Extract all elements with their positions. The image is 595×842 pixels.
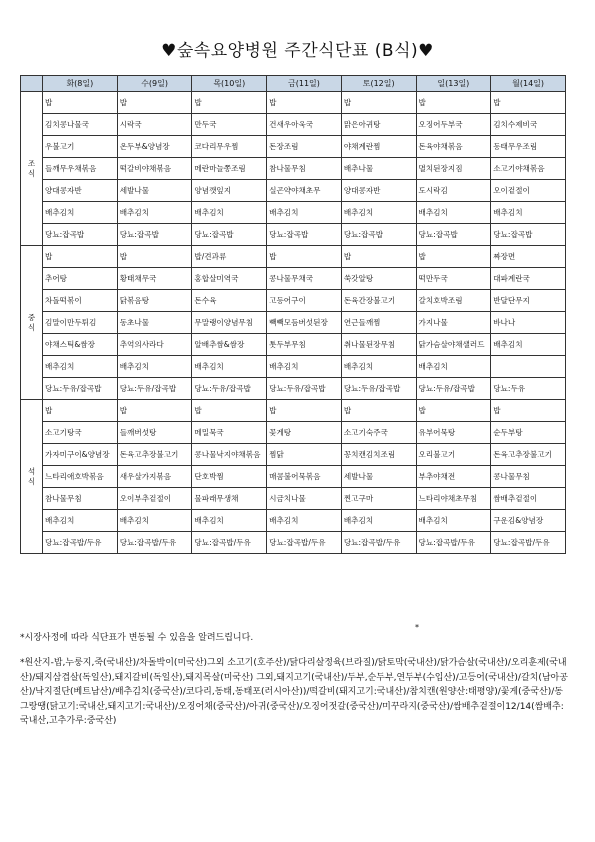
day-header: 토(12일) <box>341 76 416 92</box>
menu-item: 도시락김 <box>416 180 491 202</box>
menu-item: 부추야채전 <box>416 466 491 488</box>
header-corner <box>21 76 43 92</box>
menu-item: 배추김치 <box>43 510 118 532</box>
menu-item: 밥 <box>341 400 416 422</box>
weekly-menu-table <box>20 75 566 554</box>
menu-item: 밥 <box>416 246 491 268</box>
menu-item: 추억의사라다 <box>117 334 192 356</box>
menu-item: 시금치나물 <box>267 488 342 510</box>
menu-item: 양대콩자반 <box>43 180 118 202</box>
menu-item: 오징어두부국 <box>416 114 491 136</box>
menu-item: 짜장면 <box>491 246 566 268</box>
menu-item: 동태무우조림 <box>491 136 566 158</box>
menu-item: 떡갈비야채볶음 <box>117 158 192 180</box>
menu-item: 밥 <box>117 246 192 268</box>
origin-notice: *원산지-밥,누룽지,죽(국내산)/차돌박이(미국산)그외 소고기(호주산)/닭다리살정육(브라질)/닭토막(국내산)/닭가슴살(국내산)/오리훈제(국내산)/돼지삼겹살(독일산),돼지갈비(독일산),돼지목살(미국산) 그외,돼지고기(국내산)/두부,순두부,연두부(수입산)/고등어(국내산)/갈치(남아공산)/낙지절단(베트남산)/배추김치(중국산)/코다리,동태,동태포(러시아산))/떡갈비(돼지고기:국내산)/참치캔(원양산:태평양)/꽃게(중국산)/동그랑땡(닭고기:국내산,돼지고기:국내산)/오징어채(중국산)/아귀(중국산)/오징어젓갈(중국산)/미꾸라지(중국산)/쌈배추겉절이12/14(쌈배추:국내산,고추가루:중국산) <box>20 658 568 726</box>
day-header-row <box>21 76 566 92</box>
menu-item: 빽빽모듬버섯된장 <box>267 312 342 334</box>
menu-item: 알배추쌈&쌈장 <box>192 334 267 356</box>
menu-item: 밥 <box>341 246 416 268</box>
menu-item: 고등어구이 <box>267 290 342 312</box>
menu-item: 돈수육 <box>192 290 267 312</box>
tick-mark: * <box>415 623 419 632</box>
menu-row <box>21 400 566 422</box>
menu-item: 김치콩나물국 <box>43 114 118 136</box>
menu-item: 콩나물무채국 <box>267 268 342 290</box>
menu-item: 배추김치 <box>491 202 566 224</box>
menu-row <box>21 136 566 158</box>
menu-row <box>21 246 566 268</box>
menu-item: 밥 <box>43 246 118 268</box>
menu-item: 가자미구이&양념장 <box>43 444 118 466</box>
menu-item: 돈육고추장불고기 <box>491 444 566 466</box>
menu-item: 당뇨:잡곡밥/두유 <box>341 532 416 554</box>
menu-item: 밥 <box>117 92 192 114</box>
menu-item: 반달단무지 <box>491 290 566 312</box>
menu-item: 밥 <box>192 92 267 114</box>
day-header: 수(9일) <box>117 76 192 92</box>
menu-item: 당뇨:잡곡밥/두유 <box>117 532 192 554</box>
menu-item: 당뇨:잡곡밥 <box>267 224 342 246</box>
menu-item: 돈육간장불고기 <box>341 290 416 312</box>
menu-item: 배추김치 <box>117 202 192 224</box>
menu-item: 야채스틱&쌈장 <box>43 334 118 356</box>
meal-label-char: 조 <box>27 158 36 168</box>
menu-item: 온두부&양념장 <box>117 136 192 158</box>
menu-item: 밥 <box>43 92 118 114</box>
menu-item: 김치수제비국 <box>491 114 566 136</box>
menu-item: 동초나물 <box>117 312 192 334</box>
menu-item: 건새우아욱국 <box>267 114 342 136</box>
menu-item: 당뇨:두유/잡곡밥 <box>117 378 192 400</box>
menu-row <box>21 532 566 554</box>
menu-item: 톳두부무침 <box>267 334 342 356</box>
menu-item: 대파계란국 <box>491 268 566 290</box>
menu-item: 세발나물 <box>117 180 192 202</box>
menu-item: 메밀묵국 <box>192 422 267 444</box>
menu-item: 밥 <box>341 92 416 114</box>
menu-item: 밥/견과류 <box>192 246 267 268</box>
menu-item: 들깨버섯탕 <box>117 422 192 444</box>
meal-label-char: 식 <box>27 476 36 486</box>
menu-item: 밥 <box>43 400 118 422</box>
menu-row <box>21 158 566 180</box>
menu-row <box>21 92 566 114</box>
menu-item: 양대콩자반 <box>341 180 416 202</box>
menu-item: 밥 <box>491 400 566 422</box>
menu-item: 홍합살미역국 <box>192 268 267 290</box>
day-header: 월(14일) <box>491 76 566 92</box>
menu-item: 배추김치 <box>267 202 342 224</box>
menu-row <box>21 510 566 532</box>
meal-label <box>21 92 43 246</box>
menu-item: 당뇨:잡곡밥/두유 <box>267 532 342 554</box>
menu-item: 시락국 <box>117 114 192 136</box>
meal-label-char: 식 <box>27 168 36 178</box>
menu-item: 배추김치 <box>416 356 491 378</box>
menu-item: 당뇨:두유/잡곡밥 <box>416 378 491 400</box>
menu-body <box>21 92 566 554</box>
menu-item: 밥 <box>117 400 192 422</box>
menu-row <box>21 290 566 312</box>
menu-row <box>21 378 566 400</box>
menu-item: 배추김치 <box>192 510 267 532</box>
day-header: 금(11일) <box>267 76 342 92</box>
menu-item: 밥 <box>267 400 342 422</box>
meal-label <box>21 400 43 554</box>
day-header: 목(10일) <box>192 76 267 92</box>
menu-item: 배추김치 <box>192 356 267 378</box>
menu-item: 배추김치 <box>192 202 267 224</box>
meal-label-char: 석 <box>27 466 36 476</box>
menu-item: 닭가슴살야채샐러드 <box>416 334 491 356</box>
menu-item: 돈육고추장불고기 <box>117 444 192 466</box>
menu-item: 밥 <box>491 92 566 114</box>
menu-item: 차돌떡볶이 <box>43 290 118 312</box>
menu-item: 단호박찜 <box>192 466 267 488</box>
menu-row <box>21 114 566 136</box>
menu-item: 오이겉절이 <box>491 180 566 202</box>
menu-item: 우불고기 <box>43 136 118 158</box>
menu-item: 배추김치 <box>267 510 342 532</box>
menu-item: 당뇨:잡곡밥/두유 <box>416 532 491 554</box>
menu-item: 들깨무우채볶음 <box>43 158 118 180</box>
menu-item: 배추김치 <box>491 334 566 356</box>
menu-item: 배추김치 <box>341 356 416 378</box>
menu-item: 소고기야채볶음 <box>491 158 566 180</box>
menu-item: 배추김치 <box>117 510 192 532</box>
day-header: 화(8일) <box>43 76 118 92</box>
menu-item: 밥 <box>267 92 342 114</box>
menu-item: 콩나물무침 <box>491 466 566 488</box>
page-title: ♥숲속요양병원 주간식단표 (B식)♥ <box>161 41 434 61</box>
menu-item: 황태채무국 <box>117 268 192 290</box>
menu-item: 당뇨:잡곡밥/두유 <box>192 532 267 554</box>
menu-item: 배추김치 <box>341 510 416 532</box>
menu-item: 당뇨:잡곡밥 <box>341 224 416 246</box>
menu-item: 당뇨:잡곡밥 <box>416 224 491 246</box>
menu-row <box>21 422 566 444</box>
menu-item: 당뇨:잡곡밥/두유 <box>491 532 566 554</box>
menu-item: 순두부탕 <box>491 422 566 444</box>
menu-item: 코다리무우찜 <box>192 136 267 158</box>
menu-item: 찜닭 <box>267 444 342 466</box>
menu-item: 맑은아귀탕 <box>341 114 416 136</box>
menu-item: 쌈배추겉절이 <box>491 488 566 510</box>
menu-item: 콩나물낙지야채볶음 <box>192 444 267 466</box>
meal-label <box>21 246 43 400</box>
menu-item: 취나물된장무침 <box>341 334 416 356</box>
menu-item: 만두국 <box>192 114 267 136</box>
menu-item: 밥 <box>267 246 342 268</box>
menu-item: 멸치된장지짐 <box>416 158 491 180</box>
menu-row <box>21 356 566 378</box>
menu-item: 당뇨:잡곡밥/두유 <box>43 532 118 554</box>
change-notice: *시장사정에 따라 식단표가 변동될 수 있음을 알려드립니다. <box>20 633 254 643</box>
menu-item <box>491 356 566 378</box>
menu-item: 오리불고기 <box>416 444 491 466</box>
menu-item: 배추김치 <box>43 356 118 378</box>
menu-item: 소고기숙주국 <box>341 422 416 444</box>
menu-item: 당뇨:두유/잡곡밥 <box>192 378 267 400</box>
menu-item: 바나나 <box>491 312 566 334</box>
menu-item: 양념깻잎지 <box>192 180 267 202</box>
menu-item: 밥 <box>416 92 491 114</box>
menu-item: 매콤불어묵볶음 <box>267 466 342 488</box>
day-header: 일(13일) <box>416 76 491 92</box>
menu-row <box>21 268 566 290</box>
menu-item: 구운김&양념장 <box>491 510 566 532</box>
menu-item: 배추나물 <box>341 158 416 180</box>
menu-item: 야채계란찜 <box>341 136 416 158</box>
menu-item: 갈치호박조림 <box>416 290 491 312</box>
menu-item: 무말랭이양념무침 <box>192 312 267 334</box>
menu-item: 당뇨:두유 <box>491 378 566 400</box>
menu-item: 당뇨:두유/잡곡밥 <box>267 378 342 400</box>
menu-row <box>21 334 566 356</box>
meal-label-char: 식 <box>27 322 36 332</box>
menu-item: 실곤약야채초무 <box>267 180 342 202</box>
menu-row <box>21 312 566 334</box>
menu-item: 찐고구마 <box>341 488 416 510</box>
menu-item: 꽁치캔김치조림 <box>341 444 416 466</box>
menu-item: 당뇨:두유/잡곡밥 <box>43 378 118 400</box>
menu-row <box>21 488 566 510</box>
meal-label-char: 중 <box>27 312 36 322</box>
menu-item: 느타리애호박볶음 <box>43 466 118 488</box>
menu-item: 메란마늘쫑조림 <box>192 158 267 180</box>
menu-item: 당뇨:잡곡밥 <box>192 224 267 246</box>
menu-item: 참나물무침 <box>267 158 342 180</box>
menu-item: 물파래무생채 <box>192 488 267 510</box>
menu-item: 밥 <box>192 400 267 422</box>
menu-item: 오이부추겉절이 <box>117 488 192 510</box>
menu-item: 느타리야채초무침 <box>416 488 491 510</box>
menu-item: 당뇨:잡곡밥 <box>43 224 118 246</box>
menu-item: 당뇨:잡곡밥 <box>491 224 566 246</box>
menu-item: 꽃게탕 <box>267 422 342 444</box>
menu-item: 김말이만두튀김 <box>43 312 118 334</box>
menu-item: 유부어묵탕 <box>416 422 491 444</box>
menu-item: 참나물무침 <box>43 488 118 510</box>
menu-item: 배추김치 <box>117 356 192 378</box>
menu-item: 배추김치 <box>267 356 342 378</box>
menu-item: 당뇨:두유/잡곡밥 <box>341 378 416 400</box>
menu-row <box>21 180 566 202</box>
menu-item: 닭볶음탕 <box>117 290 192 312</box>
menu-row <box>21 444 566 466</box>
menu-item: 밥 <box>416 400 491 422</box>
menu-item: 배추김치 <box>416 202 491 224</box>
menu-item: 가지나물 <box>416 312 491 334</box>
menu-item: 배추김치 <box>341 202 416 224</box>
menu-item: 소고기탕국 <box>43 422 118 444</box>
menu-item: 쑥갓알탕 <box>341 268 416 290</box>
menu-item: 당뇨:잡곡밥 <box>117 224 192 246</box>
menu-row <box>21 202 566 224</box>
menu-item: 떡만두국 <box>416 268 491 290</box>
menu-item: 추어탕 <box>43 268 118 290</box>
menu-item: 돈장조림 <box>267 136 342 158</box>
menu-item: 연근들깨찜 <box>341 312 416 334</box>
menu-item: 세발나물 <box>341 466 416 488</box>
menu-item: 배추김치 <box>43 202 118 224</box>
menu-item: 돈육야채볶음 <box>416 136 491 158</box>
menu-item: 배추김치 <box>416 510 491 532</box>
menu-item: 새우살가지볶음 <box>117 466 192 488</box>
menu-row <box>21 224 566 246</box>
menu-row <box>21 466 566 488</box>
